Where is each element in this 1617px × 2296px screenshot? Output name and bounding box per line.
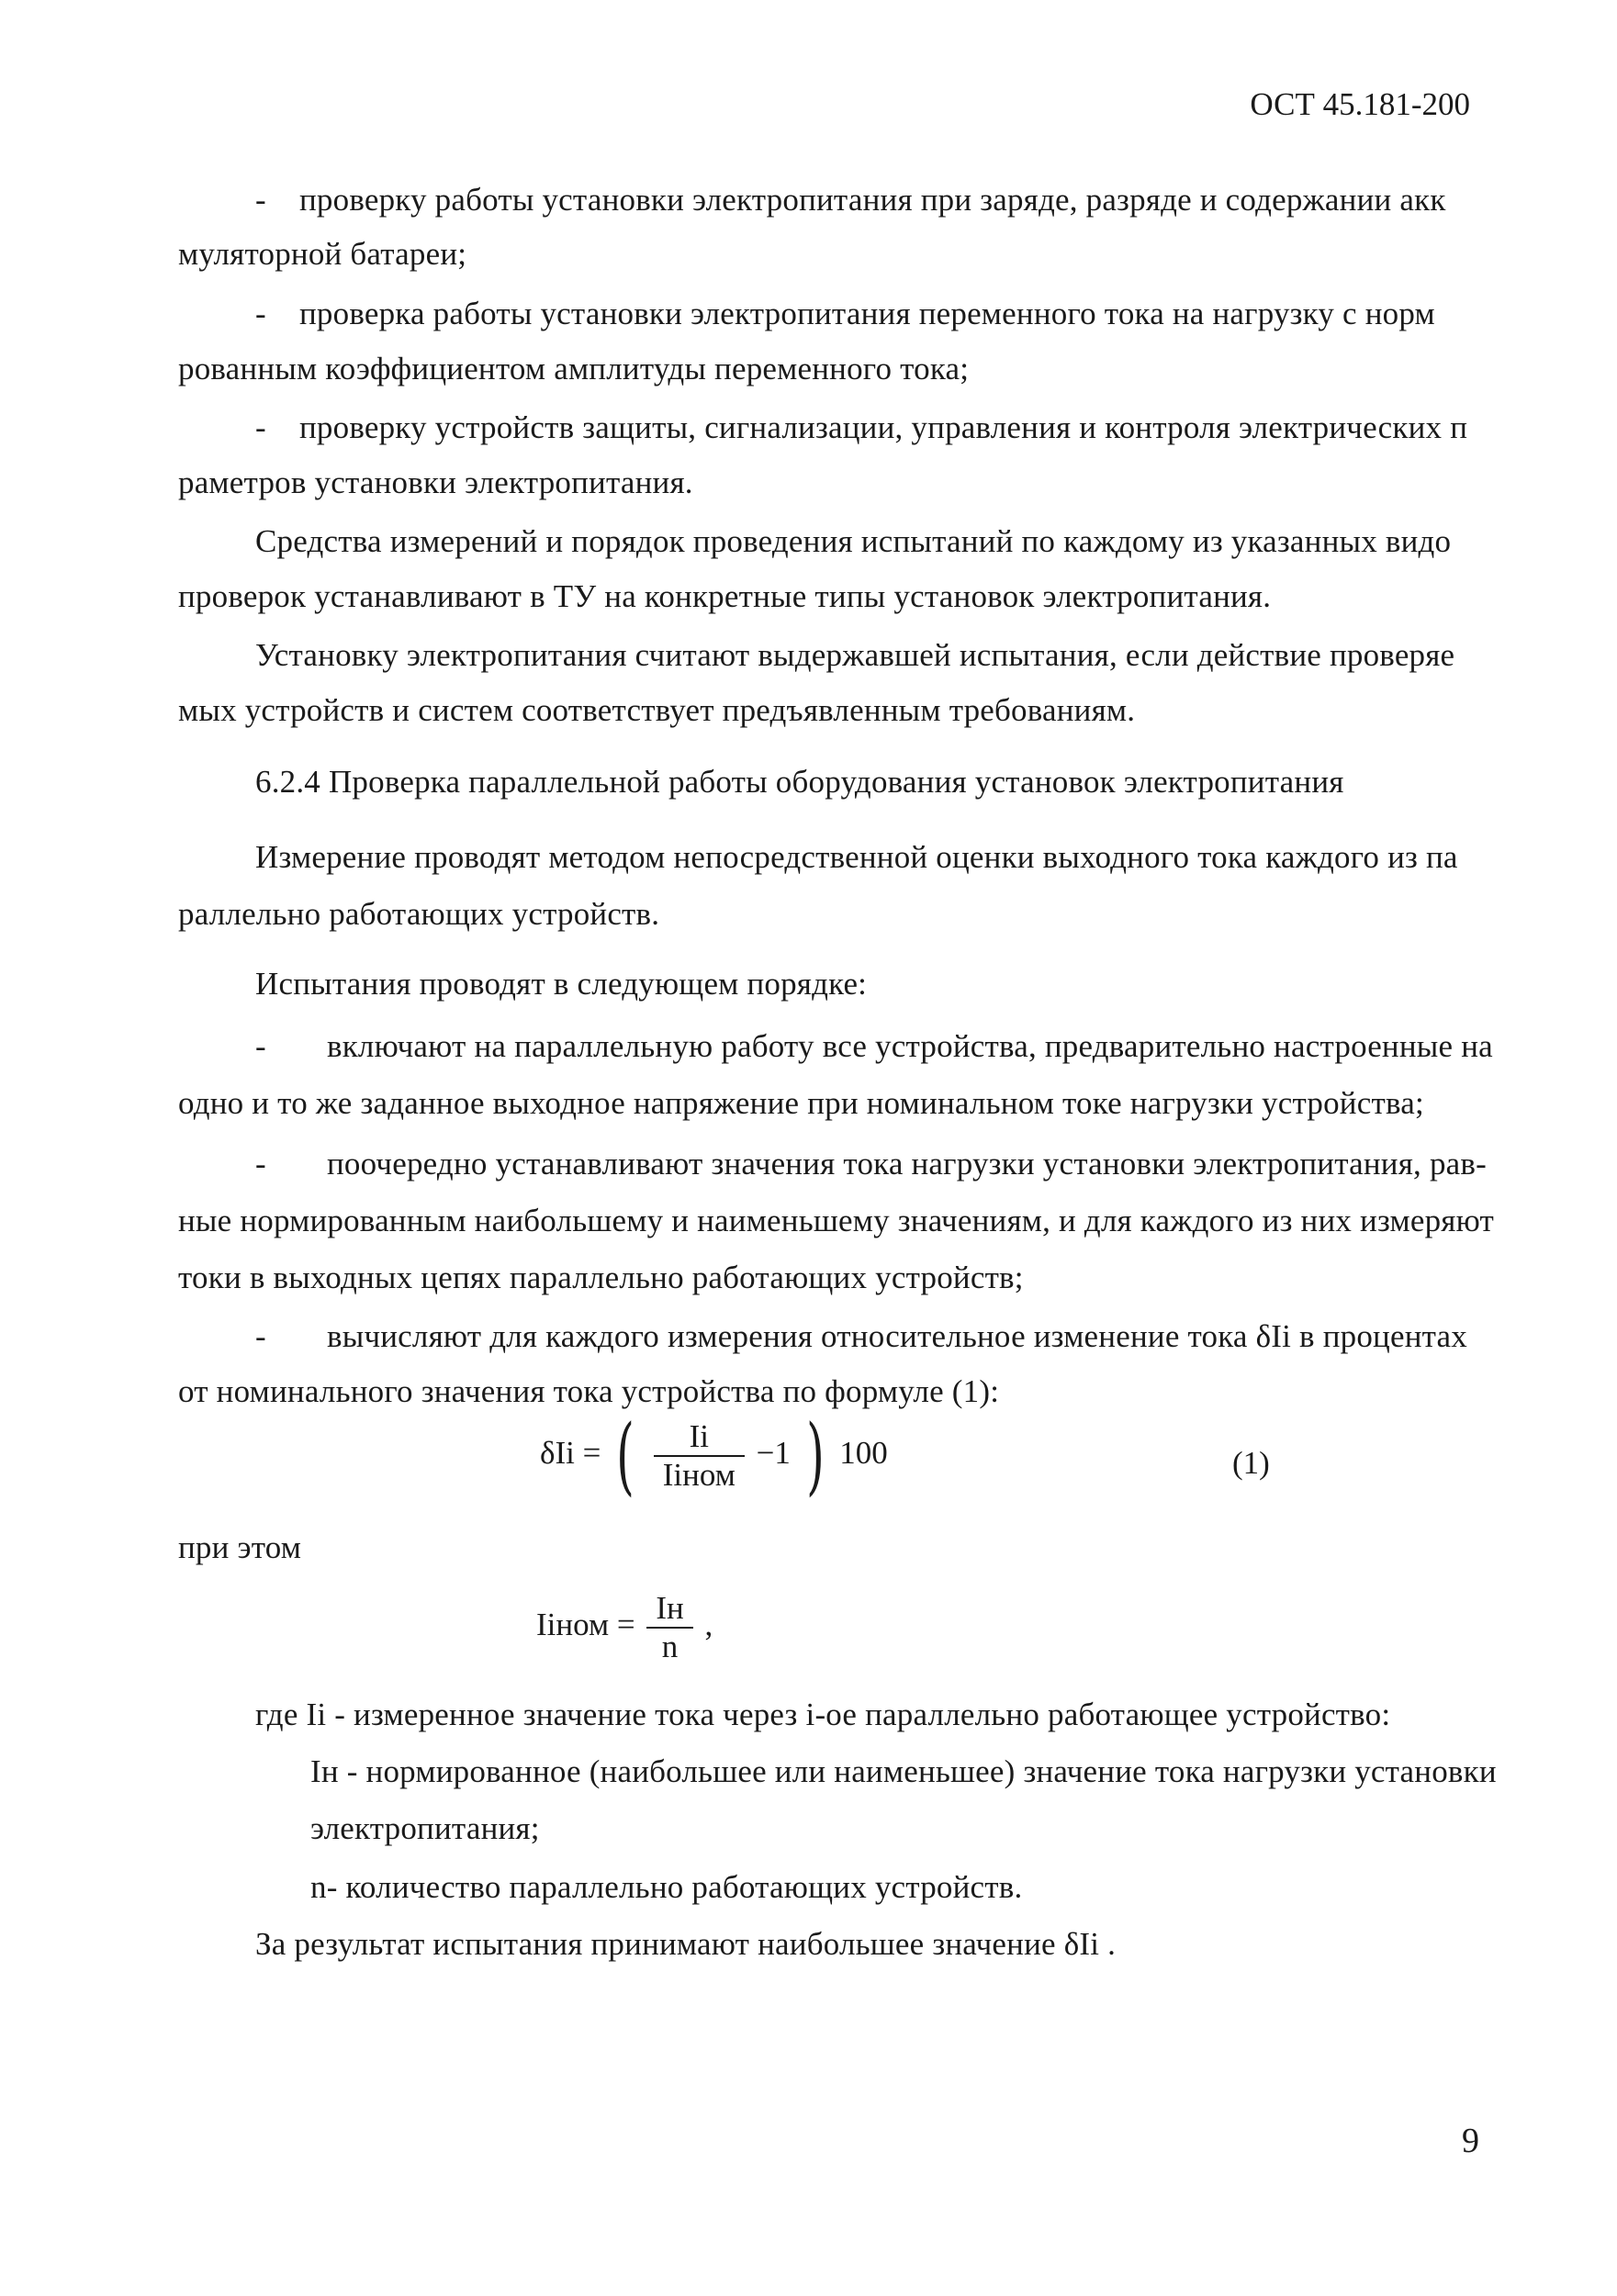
text-line: проверка работы установки электропитания переменного тока на нагрузку с норм [299,296,1435,331]
open-paren: ( [616,1406,634,1505]
text-line: где Ii - измеренное значение тока через i-ое параллельно работающее устройство: [255,1697,1391,1732]
bullet-dash: - [255,296,266,331]
document-code: ОСТ 45.181-200 [1250,86,1470,122]
formula-2-numerator: Iн [646,1590,692,1629]
text-line: одно и то же заданное выходное напряжение при номинальном токе нагрузки устройства; [178,1085,1424,1121]
text-line: включают на параллельную работу все устройства, предварительно настроенные на [327,1028,1493,1064]
formula-1 [540,1406,888,1505]
formula-2-fraction [646,1590,692,1665]
text-line: муляторной батареи; [178,236,467,272]
text-line: проверок устанавливают в ТУ на конкретные типы установок электропитания. [178,578,1272,614]
bullet-dash: - [255,409,266,445]
text-line: электропитания; [310,1810,540,1846]
equation-number: (1) [1232,1445,1270,1481]
formula-1-minus-one: −1 [756,1435,791,1472]
text-line: поочередно устанавливают значения тока нагрузки установки электропитания, рав- [327,1146,1487,1182]
text-line: Средства измерений и порядок проведения испытаний по каждому из указанных видо [255,523,1452,559]
formula-2-lhs: Iiном = [536,1607,635,1643]
text-line: токи в выходных цепях параллельно работающих устройств; [178,1260,1024,1295]
text-line: Iн - нормированное (наибольшее или наименьшее) значение тока нагрузки установки [310,1753,1497,1789]
text-line: проверку работы установки электропитания при заряде, разряде и содержании акк [299,182,1446,218]
text-line: раметров установки электропитания. [178,465,693,500]
bullet-dash: - [255,1318,266,1354]
bullet-dash: - [255,1028,266,1064]
text-line: проверку устройств защиты, сигнализации, управления и контроля электрических п [299,409,1468,445]
close-paren: ) [805,1406,825,1505]
text-line: За результат испытания принимают наибольшее значение δIi . [255,1926,1117,1962]
text-line: раллельно работающих устройств. [178,896,660,932]
text-line: Установку электропитания считают выдержавшей испытания, если действие проверяе [255,637,1455,673]
formula-1-multiplier: 100 [839,1435,888,1472]
bullet-dash: - [255,1146,266,1182]
text-line: рованным коэффициентом амплитуды переменного тока; [178,351,970,386]
text-line: при этом [178,1529,302,1565]
formula-1-fraction [654,1418,745,1494]
formula-2 [536,1590,713,1665]
formula-2-denominator: n [661,1629,679,1664]
bullet-dash: - [255,182,266,218]
formula-1-denominator: Iiном [662,1457,736,1493]
text-line: Испытания проводят в следующем порядке: [255,966,868,1002]
text-line: от номинального значения тока устройства по формуле (1): [178,1373,1000,1409]
text-line: мых устройств и систем соответствует предъявленным требованиям. [178,692,1136,728]
text-line: вычисляют для каждого измерения относительное изменение тока δIi в процентах [327,1318,1467,1354]
section-heading: 6.2.4 Проверка параллельной работы оборудования установок электропитания [255,764,1344,800]
formula-1-numerator: Ii [654,1418,745,1457]
formula-2-tail: , [704,1607,713,1643]
formula-1-lhs: δIi = [540,1435,601,1472]
text-line: Измерение проводят методом непосредственной оценки выходного тока каждого из па [255,839,1458,875]
page-number: 9 [1462,2122,1479,2160]
text-line: n- количество параллельно работающих устройств. [310,1869,1023,1905]
text-line: ные нормированным наибольшему и наименьшему значениям, и для каждого из них измеряют [178,1203,1494,1238]
